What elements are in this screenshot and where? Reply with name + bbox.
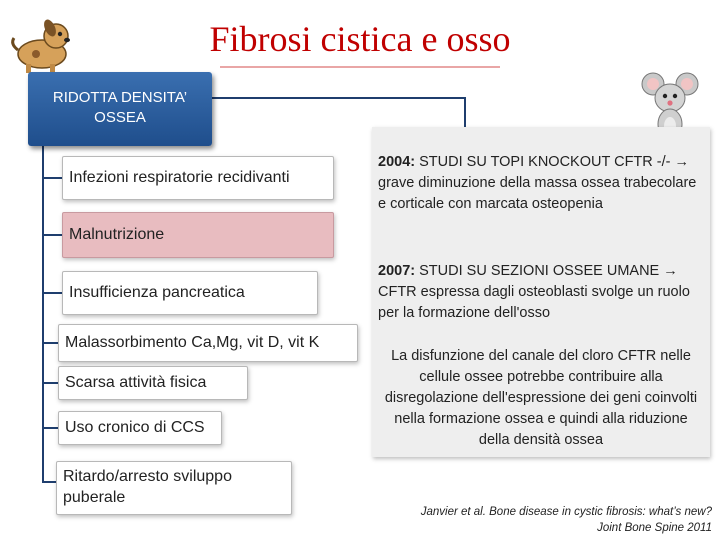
cause-label: Malassorbimento Ca,Mg, vit D, vit K bbox=[65, 334, 320, 351]
study-2007-title: STUDI SU SEZIONI OSSEE UMANE bbox=[419, 263, 660, 279]
connector-to-panel bbox=[464, 97, 466, 127]
study-2007-result: CFTR espressa dagli osteoblasti svolge un ruolo per la formazione dell'osso bbox=[378, 284, 690, 321]
cause-box-malassorbimento bbox=[58, 324, 358, 362]
title-underline bbox=[220, 66, 500, 68]
connector-branch-3 bbox=[42, 292, 62, 294]
citation-line1: Janvier et al. Bone disease in cystic fibrosis: what’s new? bbox=[420, 506, 712, 518]
cause-label: Infezioni respiratorie recidivanti bbox=[69, 169, 290, 186]
connector-branch-5 bbox=[42, 382, 58, 384]
connector-branch-4 bbox=[42, 342, 58, 344]
study-2004-result: grave diminuzione della massa ossea trabecolare e corticale con marcata osteopenia bbox=[378, 175, 697, 212]
study-2007 bbox=[378, 261, 704, 324]
arrow-right-icon: → bbox=[674, 154, 690, 170]
connector-branch-6 bbox=[42, 427, 58, 429]
connector-branch-7 bbox=[42, 481, 56, 483]
cause-label: Insufficienza pancreatica bbox=[69, 284, 245, 301]
connector-vertical-main bbox=[42, 146, 44, 482]
cause-label: Ritardo/arresto sviluppo puberale bbox=[63, 468, 232, 506]
study-2007-year: 2007: bbox=[378, 263, 416, 279]
cause-box-ccs bbox=[58, 411, 222, 445]
study-2004-year: 2004: bbox=[378, 154, 416, 170]
cause-box-insufficienza bbox=[62, 271, 318, 315]
citation bbox=[421, 504, 712, 536]
connector-branch-1 bbox=[42, 177, 62, 179]
conclusion-text: La disfunzione del canale del cloro CFTR nelle cellule ossee potrebbe contribuire alla disregolazione dell'espressione dei geni coinvolti nella formazione ossea e quindi alla riduzione della densità ossea bbox=[384, 348, 698, 448]
main-box-line2: OSSEA bbox=[94, 109, 146, 126]
main-concept-box bbox=[28, 72, 212, 146]
citation-line2: Joint Bone Spine 2011 bbox=[597, 522, 712, 534]
cause-label: Scarsa attività fisica bbox=[65, 374, 207, 391]
study-2004 bbox=[378, 152, 704, 215]
arrow-right-icon: → bbox=[663, 263, 678, 279]
slide-title: Fibrosi cistica e osso bbox=[209, 19, 511, 59]
main-box-line1: RIDOTTA DENSITA’ bbox=[52, 89, 188, 106]
cause-label: Uso cronico di CCS bbox=[65, 419, 205, 436]
cause-box-infezioni bbox=[62, 156, 334, 200]
connector-branch-2 bbox=[42, 234, 62, 236]
cause-label: Malnutrizione bbox=[69, 226, 165, 243]
study-2004-title: STUDI SU TOPI KNOCKOUT CFTR -/- bbox=[419, 154, 671, 170]
cause-box-attivita-fisica bbox=[58, 366, 248, 400]
cause-box-ritardo-puberale bbox=[56, 461, 292, 515]
connector-horizontal-top bbox=[212, 97, 465, 99]
cause-box-malnutrizione bbox=[62, 212, 334, 258]
